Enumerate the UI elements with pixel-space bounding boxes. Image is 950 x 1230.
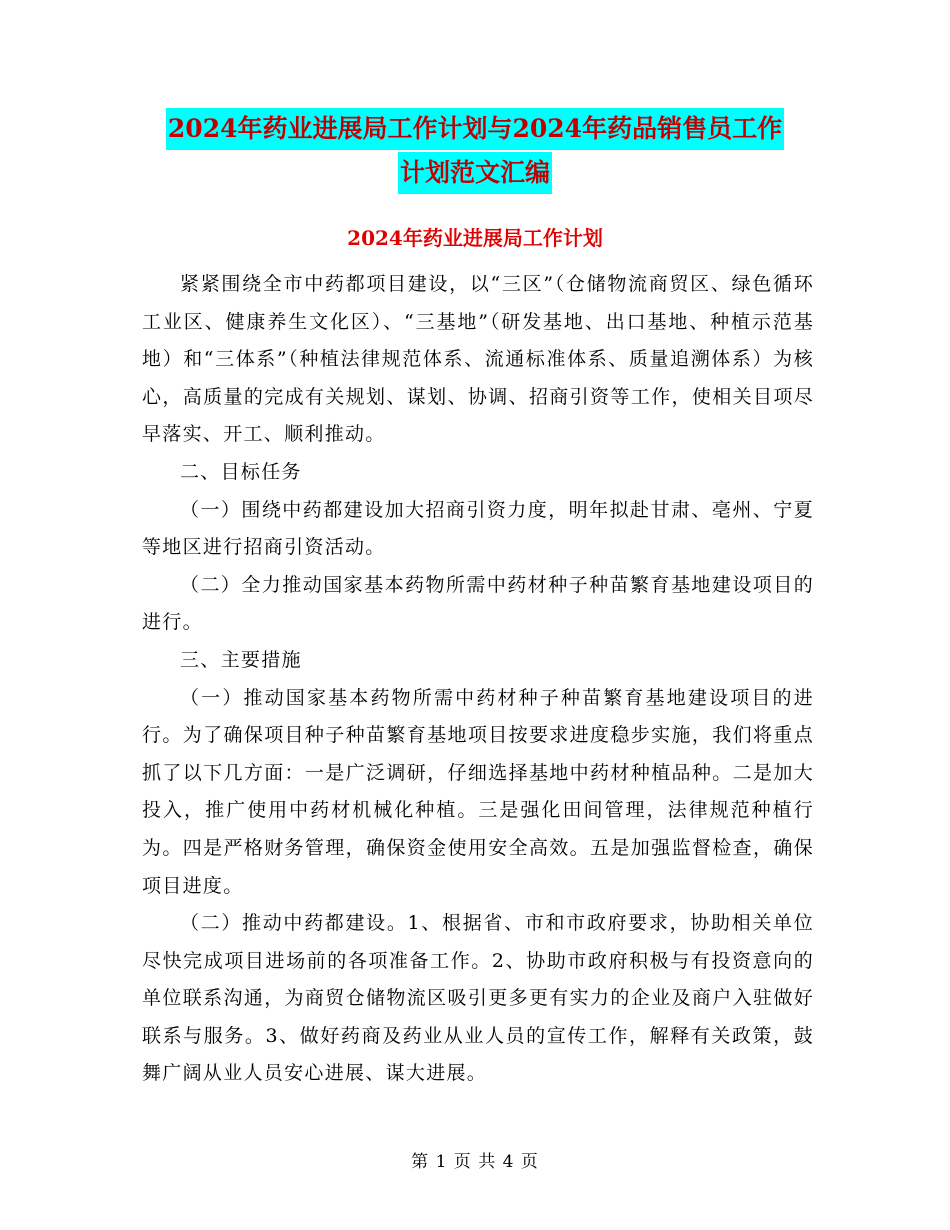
section-heading: 2024年药业进展局工作计划 <box>347 226 603 250</box>
paragraph-measure-2: （二）推动中药都建设。1、根据省、市和市政府要求，协助相关单位尽快完成项目进场前的各项准备工作。2、协助市政府积极与有投资意向的单位联系沟通，为商贸仓储物流区吸引更多更有实力的企业及商户入驻做好联系与服务。3、做好药商及药业从业人员的宣传工作，解释有关政策，鼓舞广阔从业人员安心进展、谋大进展。 <box>142 912 814 1085</box>
page-footer: 第 1 页 共 4 页 <box>411 1152 539 1172</box>
heading-measures: 三、主要措施 <box>180 648 302 671</box>
document-title <box>0 108 950 196</box>
paragraph-measure-1: （一）推动国家基本药物所需中药材种子种苗繁育基地建设项目的进行。为了确保项目种子种苗繁育基地项目按要求进度稳步实施，我们将重点抓了以下几方面：一是广泛调研，仔细选择基地中药材种植品种。二是加大投入，推广使用中药材机械化种植。三是强化田间管理，法律规范种植行为。四是严格财务管理，确保资金使用安全高效。五是加强监督检查，确保项目进度。 <box>142 686 814 897</box>
paragraph-goal-2: （二）全力推动国家基本药物所需中药材种子种苗繁育基地建设项目的进行。 <box>142 573 814 634</box>
paragraph-intro: 紧紧围绕全市中药都项目建设，以“三区”（仓储物流商贸区、绿色循环工业区、健康养生文化区）、“三基地”（研发基地、出口基地、种植示范基地）和“三体系”（种植法律规范体系、流通标准体系、质量追溯体系）为核心，高质量的完成有关规划、谋划、协调、招商引资等工作，使相关目项尽早落实、开工、顺利推动。 <box>142 273 814 446</box>
title-line-1: 2024年药业进展局工作计划与2024年药品销售员工作 <box>166 108 784 150</box>
document-body <box>142 266 814 1093</box>
paragraph-goal-1: （一）围绕中药都建设加大招商引资力度，明年拟赴甘肃、亳州、宁夏等地区进行招商引资活动。 <box>142 498 814 559</box>
title-line-2: 计划范文汇编 <box>398 152 552 194</box>
heading-goals: 二、目标任务 <box>180 460 302 483</box>
